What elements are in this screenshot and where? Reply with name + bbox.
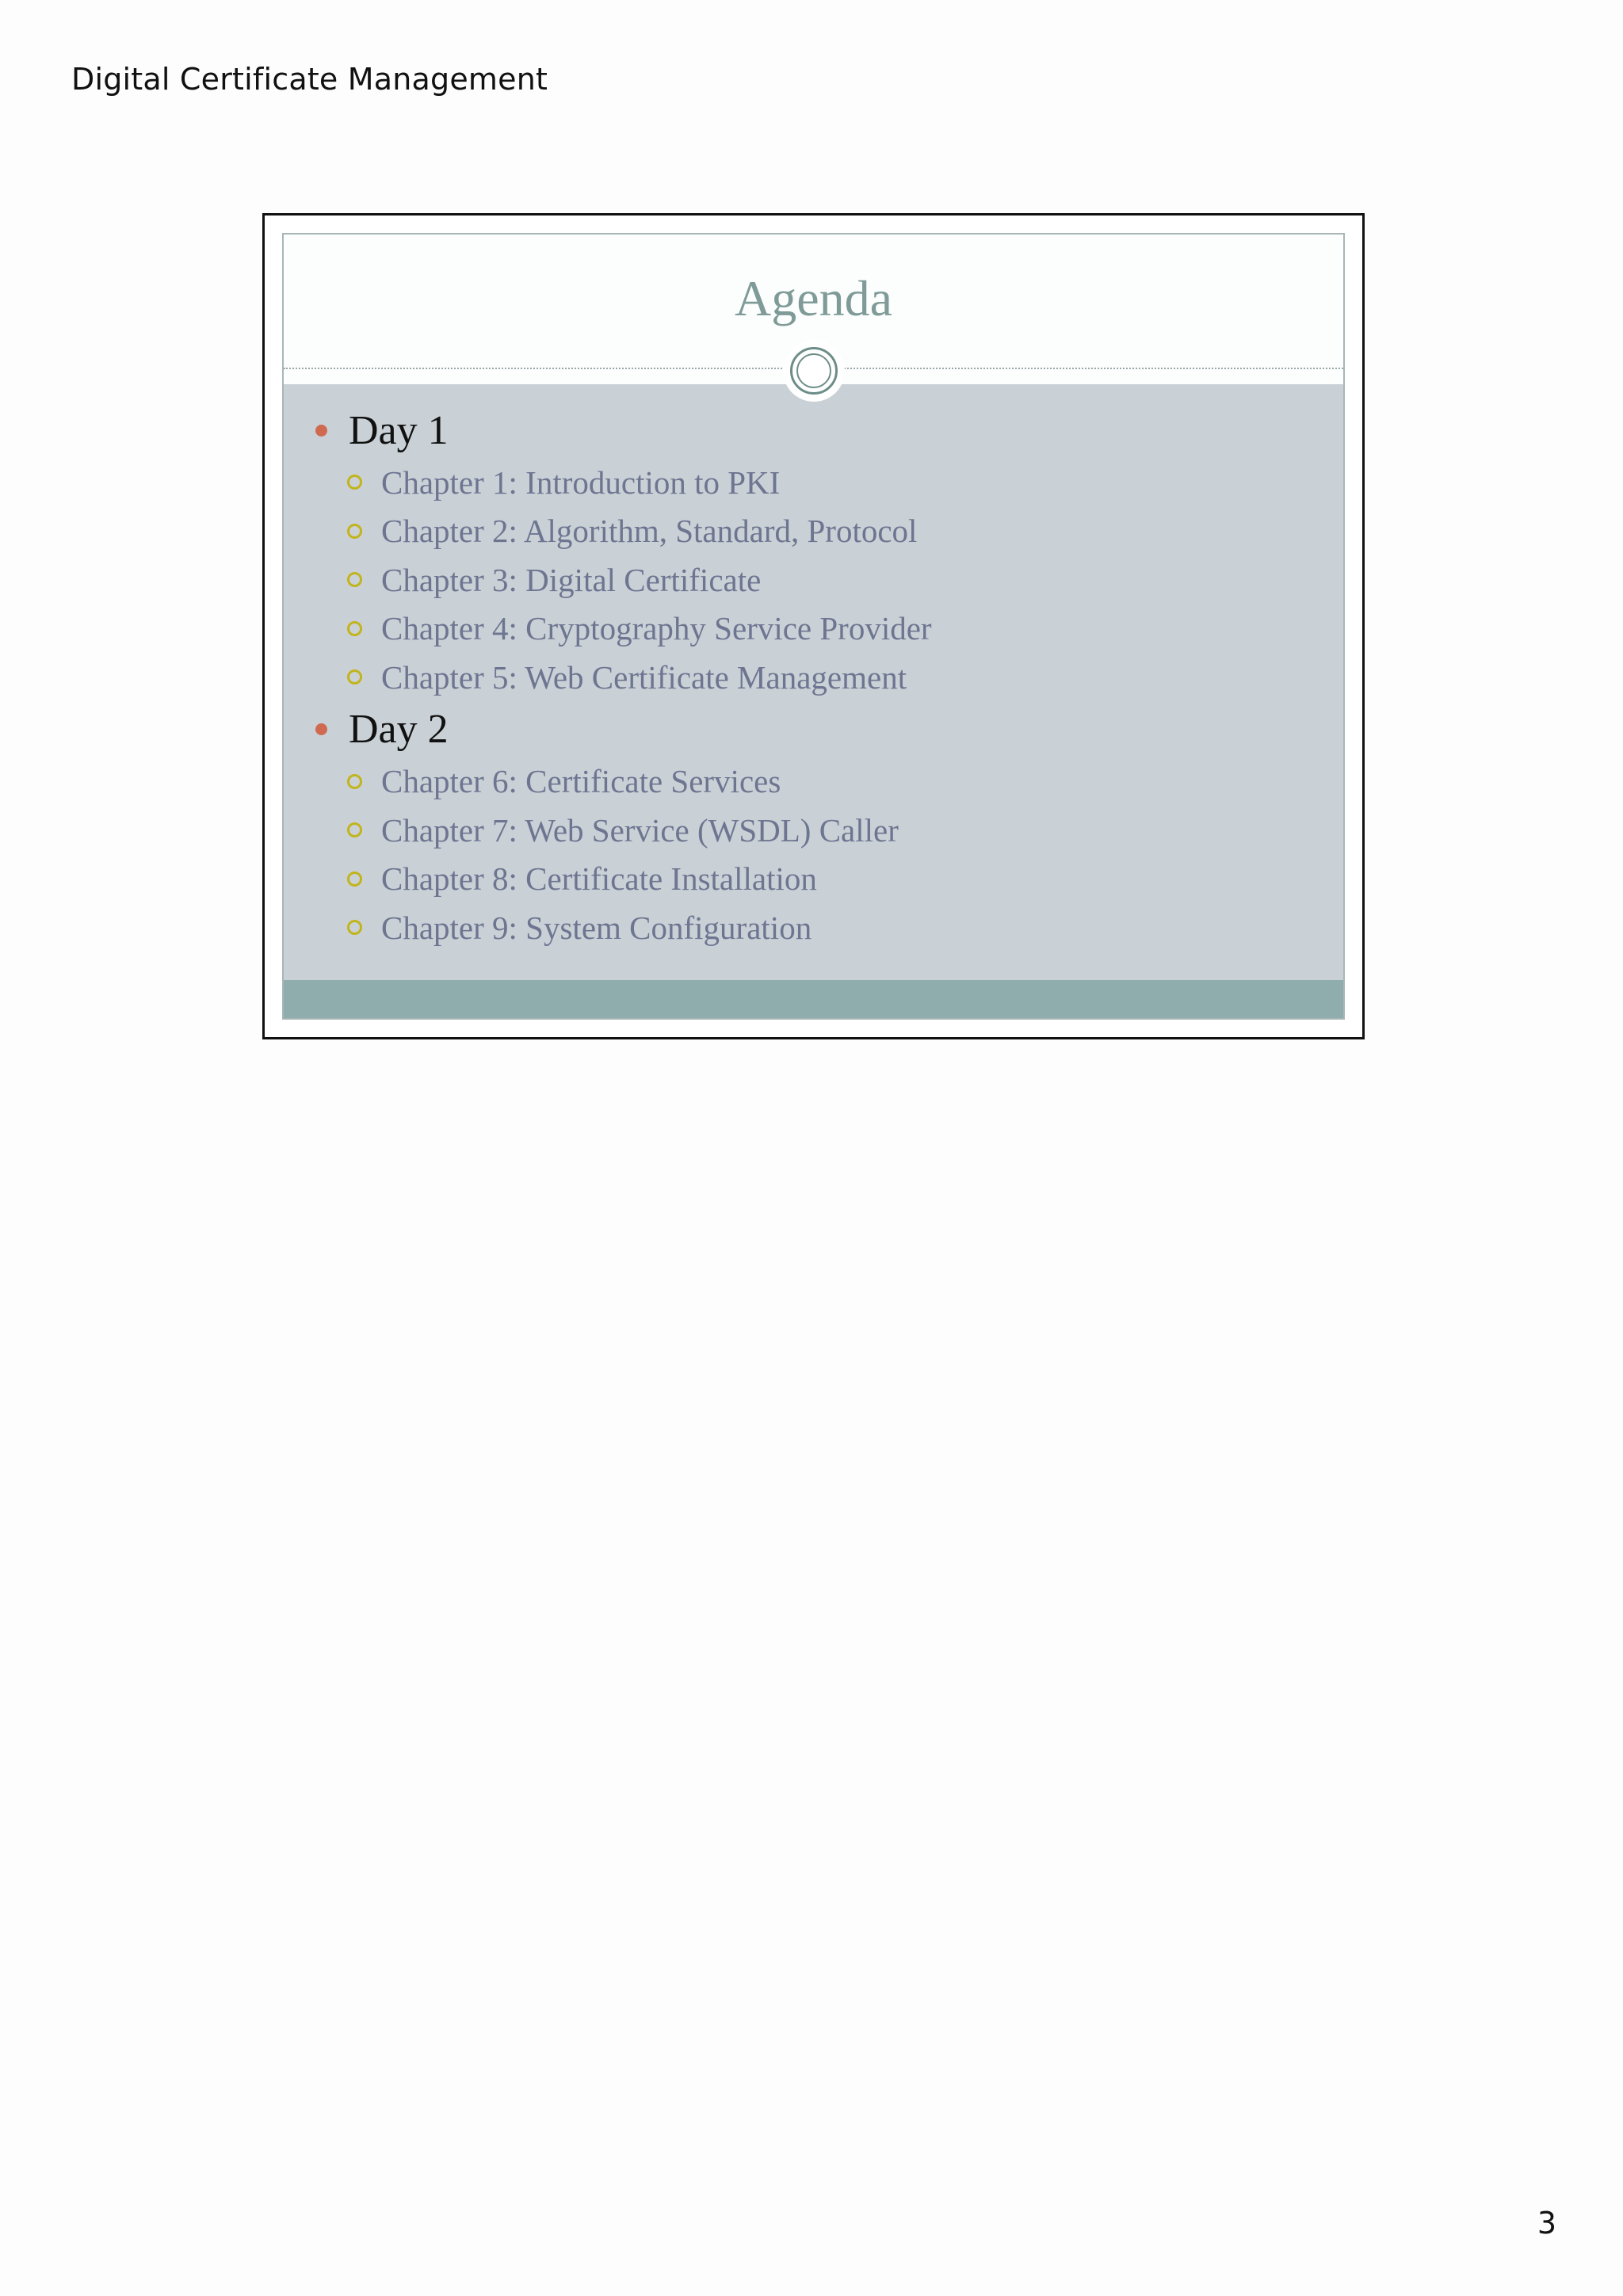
chapter-label: Chapter 5: Web Certificate Management [381,658,907,696]
chapter-label: Chapter 6: Certificate Services [381,763,781,800]
ornament-outer-ring [790,347,838,395]
ring-bullet-icon [347,572,362,587]
chapter-list [315,757,1327,952]
chapter-item [315,605,1327,654]
chapter-label: Chapter 7: Web Service (WSDL) Caller [381,811,899,849]
chapter-item [315,903,1327,952]
bullet-dot-icon [315,723,327,735]
ring-bullet-icon [347,669,362,685]
chapter-item [315,555,1327,605]
chapter-label: Chapter 4: Cryptography Service Provider [381,610,932,647]
agenda-list [315,402,1327,952]
day-heading [315,402,1327,458]
chapter-item [315,653,1327,702]
bullet-dot-icon [315,425,327,437]
day-heading [315,702,1327,757]
chapter-item [315,757,1327,807]
chapter-item [315,458,1327,507]
ornament-inner-ring [796,353,831,388]
agenda-day-2 [315,702,1327,952]
chapter-label: Chapter 3: Digital Certificate [381,561,762,598]
chapter-item [315,806,1327,855]
chapter-item [315,855,1327,904]
ring-bullet-icon [347,822,362,837]
ring-bullet-icon [347,621,362,636]
day-label: Day 2 [349,707,449,752]
chapter-label: Chapter 1: Introduction to PKI [381,463,781,501]
slide-footer-band [284,980,1343,1018]
ring-bullet-icon [347,920,362,935]
circle-ornament-icon [783,340,845,402]
day-label: Day 1 [349,407,449,453]
ring-bullet-icon [347,524,362,539]
chapter-item [315,507,1327,556]
chapter-list [315,458,1327,702]
page-number: 3 [1537,2206,1556,2241]
agenda-day-1 [315,402,1327,702]
chapter-label: Chapter 9: System Configuration [381,909,812,946]
ring-bullet-icon [347,475,362,490]
slide-frame [262,213,1365,1039]
chapter-label: Chapter 8: Certificate Installation [381,860,817,898]
slide-title: Agenda [734,270,893,326]
document-header: Digital Certificate Management [71,62,548,97]
chapter-label: Chapter 2: Algorithm, Standard, Protocol [381,513,918,550]
slide [282,233,1345,1020]
ring-bullet-icon [347,871,362,887]
ring-bullet-icon [347,774,362,789]
